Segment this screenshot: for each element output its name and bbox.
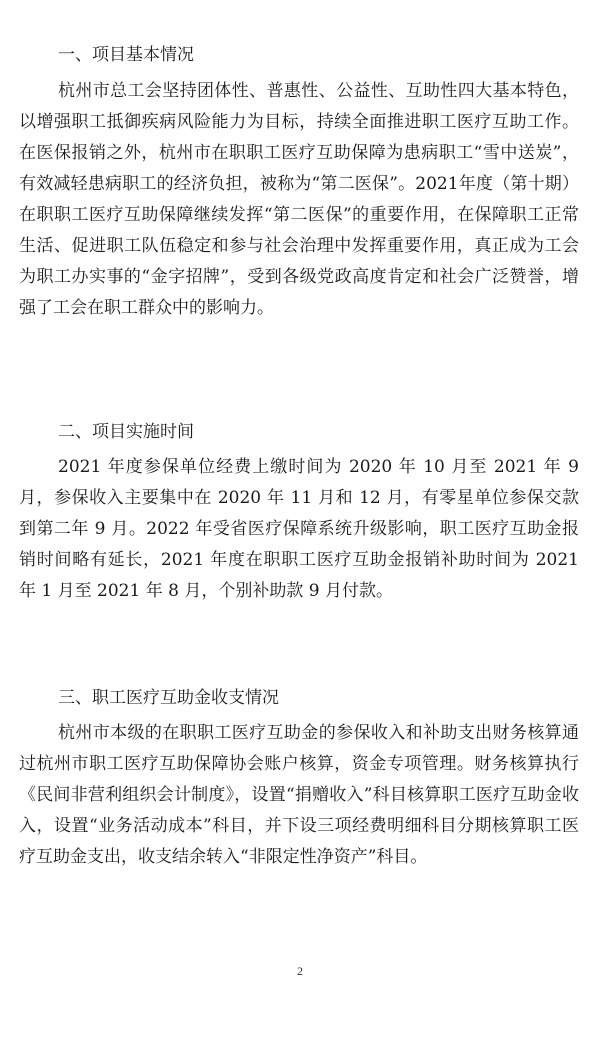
section-heading-income-expenditure: 三、职工医疗互助金收支情况	[58, 688, 279, 708]
page-number: 2	[297, 964, 303, 978]
section-body-implementation-time: 2021 年度参保单位经费上缴时间为 2020 年 10 月至 2021 年 9 月，参保收入主要集中在 2020 年 11 月和 12 月，有零星单位参保交款到第二年 9 月。2022 年受省医疗保障系统升级影响，职工医疗互助金报销时间略有延长，2021 年度在职职工医疗互助金报销补助时间为 2021 年 1 月至 2021 年 8 月，个别补助款 9 月付款。	[19, 457, 579, 601]
section-body-basic-info: 杭州市总工会坚持团体性、普惠性、公益性、互助性四大基本特色，以增强职工抵御疾病风险能力为目标，持续全面推进职工医疗互助工作。在医保报销之外，杭州市在职职工医疗互助保障为患病职工“雪中送炭”，有效减轻患病职工的经济负担，被称为“第二医保”。2021年度（第十期）在职职工医疗互助保障继续发挥“第二医保”的重要作用，在保障职工正常生活、促进职工队伍稳定和参与社会治理中发挥重要作用，真正成为工会为职工办实事的“金字招牌”，受到各级党政高度肯定和社会广泛赞誉，增强了工会在职工群众中的影响力。	[19, 81, 579, 318]
section-heading-implementation-time: 二、项目实施时间	[58, 422, 194, 442]
section-body-income-expenditure: 杭州市本级的在职职工医疗互助金的参保收入和补助支出财务核算通过杭州市职工医疗互助保障协会账户核算，资金专项管理。财务核算执行《民间非营利组织会计制度》，设置“捐赠收入”科目核算职工医疗互助金收入，设置“业务活动成本”科目，并下设三项经费明细科目分期核算职工医疗互助金支出，收支结余转入“非限定性净资产”科目。	[19, 723, 579, 867]
section-heading-basic-info: 一、项目基本情况	[58, 45, 194, 65]
